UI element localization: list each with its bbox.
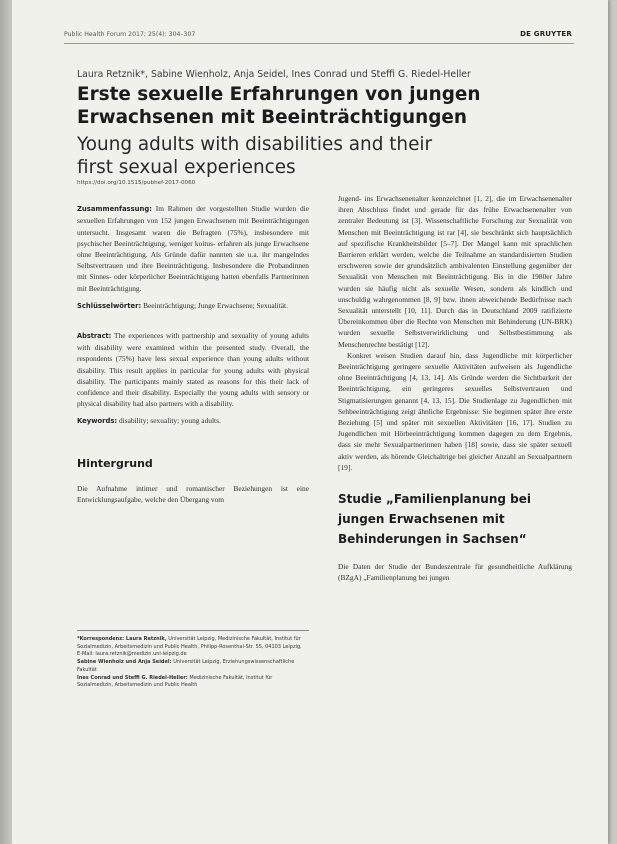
abstract-german xyxy=(77,203,309,294)
keywords-german xyxy=(77,300,309,312)
correspondence-footnote xyxy=(77,630,309,690)
keywords-english-text: disability; sexuality; young adults. xyxy=(118,416,221,426)
doi-link[interactable]: https://doi.org/10.1515/pubhef-2017-0060 xyxy=(77,180,196,186)
title-german-line: Erste sexuelle Erfahrungen von jungen xyxy=(77,84,481,105)
right-column xyxy=(338,193,572,583)
title-english-line: first sexual experiences xyxy=(77,157,296,178)
keywords-german-text: Beeinträchtigung; Junge Erwachsene; Sexualität. xyxy=(143,300,288,310)
abstract-english-text: The experiences with partnership and sexuality of young adults with disability were examined within the presented study. Overall, the respondents (75%) have less sexual experience than young adults without disability. This result applies in particular for young adults with physical disability. The participants mainly stated as reasons for this their lack of confidence and their disability. Especially the young adults with sensory or physical disability had also partners with a disability. xyxy=(77,331,309,409)
running-header xyxy=(64,29,574,44)
author-list: Laura Retznik*, Sabine Wienholz, Anja Seidel, Ines Conrad und Steffi G. Riedel-Heller xyxy=(77,69,471,80)
keywords-english-label: Keywords: xyxy=(77,417,118,426)
background-paragraph: Die Aufnahme intimer und romantischer Beziehungen ist eine Entwicklungsaufgabe, welche den Übergang vom xyxy=(77,483,309,505)
corr-label: *Korrespondenz: Laura Retznik, xyxy=(77,636,167,642)
affiliation-2-text: Universität Leipzig, Erziehungswissenschaftliche Fakultät xyxy=(77,659,295,673)
body-paragraph: Die Daten der Studie der Bundeszentrale für gesundheitliche Aufklärung (BZgA) „Familienplanung bei jungen xyxy=(338,562,572,583)
corr-email[interactable]: E-Mail: laura.retznik@medizin.uni-leipzig.de xyxy=(77,651,187,658)
abstract-german-text: Im Rahmen der vorgestellten Studie wurden die sexuellen Erfahrungen von 152 jungen Erwachsenen mit Beeinträchtigungen untersucht. Insgesamt waren die Befragten (75%), insbesondere mit psychischer Beeinträchtigung, weniger koitus- erfahren als junge Erwachsene ohne Beeinträchtigung. Als Gründe dafür nannten sie u.a. ihr mangelndes Selbstvertrauen und ihre Beeinträchtigung. Insbesondere die Probandinnen mit Sinnes- oder körperlicher Beeinträchtigung hatten ebenfalls Partnerinnen mit Beeinträchtigung. xyxy=(77,204,309,293)
title-german-line: Erwachsenen mit Beeinträchtigungen xyxy=(77,107,467,128)
title-english xyxy=(77,133,557,179)
publisher-logo: DE GRUYTER xyxy=(520,30,572,38)
journal-citation: Public Health Forum 2017; 25(4): 304–307 xyxy=(64,31,196,38)
affiliation-3-text: Medizinische Fakultät, Institut für Sozialmedizin, Arbeitsmedizin und Public Health xyxy=(77,674,273,689)
keywords-english xyxy=(77,415,309,427)
abstract-english xyxy=(77,330,309,409)
body-paragraph: Jugend- ins Erwachsenenalter kennzeichnet [1, 2], die im Erwachsenenalter ihren Abschluss findet und gerade für das frühe Erwachsenenalter von zentraler Bedeutung ist [3]. Wissenschaftliche Forschung zur Sexualität von Menschen mit Beeinträchtigung ist rar [4], sie beschränkt sich hauptsächlich auf spezifische Krankheitsbilder [5–7]. Der Mangel kann mit sprachlichen Barrieren erklärt werden, welche die Teilnahme an standardisierten Studien erschweren sowie der grundsätzlich ambivalenten Einstellung gegenüber der Sexualität von Menschen mit Beeinträchtigung. Bis in die 1980er Jahre wurden sie häufig nicht als sexuelle Wesen, sondern als kindlich und unschuldig wahrgenommen [8, 9] bzw. ihnen abweichende Bedürfnisse nach Sexualität unterstellt [10, 11]. Durch das in Deutschland 2009 ratifizierte Übereinkommen über die Rechte von Menschen mit Behinderung (UN-BRK) wurden sexuelle Selbstverwirklichung und Selbstbestimmung als Menschenrechte bestätigt [12]. xyxy=(338,194,572,349)
corr-text: Universität Leipzig, Medizinische Fakultät, Institut für Sozialmedizin, Arbeitsmedizin und Public Health, Philipp-Rosenthal-Str. 55, 04103 Leipzig, xyxy=(77,636,302,650)
keywords-german-label: Schlüsselwörter: xyxy=(77,301,142,310)
body-paragraph: Konkret weisen Studien darauf hin, dass Jugendliche mit körperlicher Beeinträchtigung geringere sexuelle Aktivitäten aufweisen als Jugendliche ohne Beeinträchtigung [4, 13, 14]. Als Gründe werden die Sichtbarkeit der Beeinträchtigung, ein geringeres sexuelles Selbstvertrauen und Stigmatisierungen genannt [4, 13, 15]. Die Studienlage zu Jugendlichen mit Sehbeeinträchtigung zeigt ähnliche Ergebnisse: Sie beginnen später ihre erste Beziehung [5] und später mit sexuellen Aktivitäten [16, 17]. Studien zu Jugendlichen mit Hörbeeinträchtigung kommen dagegen zu dem Ergebnis, dass sie mehr Sexualpartnerinnen haben [18] sowie, dass sie später sexuell aktiv werden, als hörende Gleichaltrige bei gleicher Anzahl an Sexualpartnern [19]. xyxy=(338,350,572,472)
abstract-german-label: Zusammenfassung: xyxy=(77,205,152,214)
section-heading-background: Hintergrund xyxy=(77,456,153,470)
title-english-line: Young adults with disabilities and their xyxy=(77,134,433,155)
abstract-english-label: Abstract: xyxy=(77,332,112,341)
left-column xyxy=(77,178,309,505)
title-german xyxy=(77,83,557,129)
scan-shadow xyxy=(0,0,12,844)
affiliation-2-label: Sabine Wienholz und Anja Seidel: xyxy=(77,659,172,666)
affiliation-3-label: Ines Conrad und Steffi G. Riedel-Heller: xyxy=(77,674,188,681)
section-heading-study: Studie „Familienplanung bei jungen Erwachsenen mit Behinderungen in Sachsen“ xyxy=(338,492,531,547)
